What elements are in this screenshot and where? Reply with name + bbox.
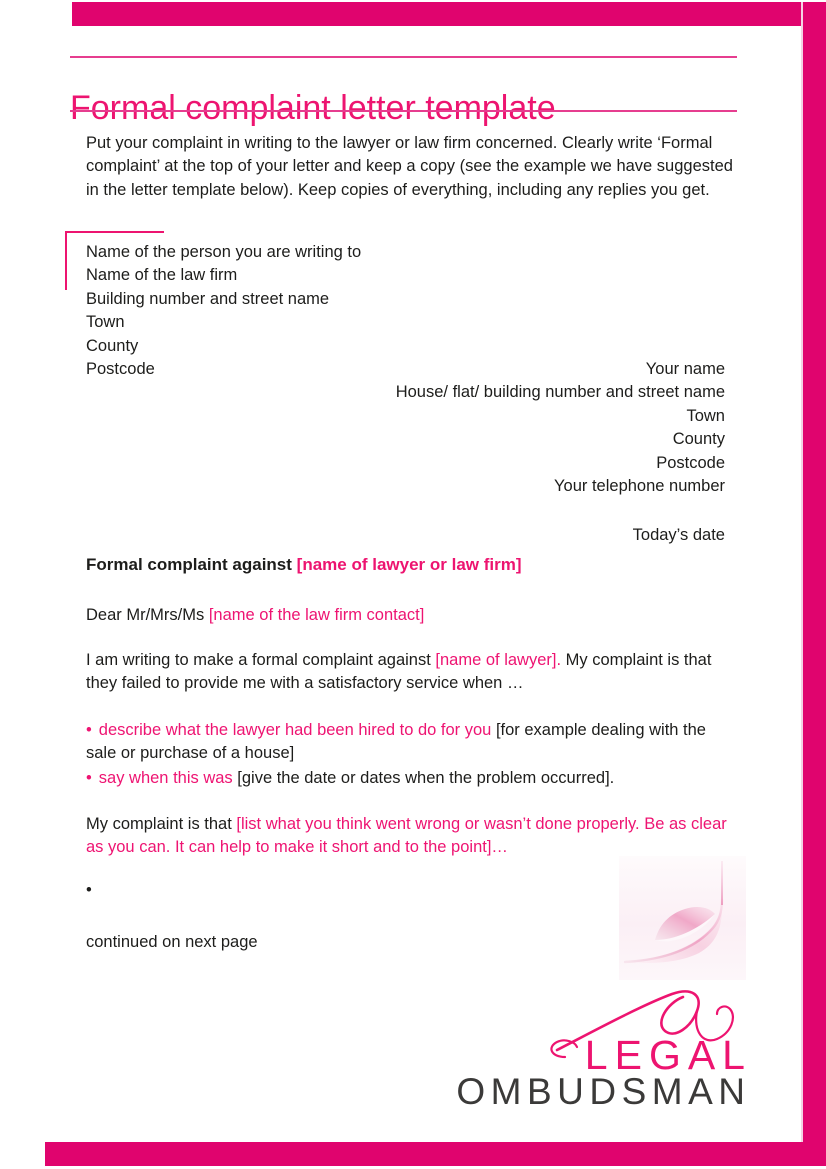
page-title: Formal complaint letter template	[70, 88, 556, 127]
paragraph-line: they failed to provide me with a satisfactory service when …	[86, 674, 524, 693]
legal-ombudsman-logo	[430, 985, 750, 1120]
address-line: Name of the person you are writing to	[86, 243, 362, 261]
continued-note: continued on next page	[86, 933, 258, 951]
right-pink-border	[801, 2, 826, 1166]
bullet-item-describe	[86, 719, 746, 766]
address-line: Town	[86, 313, 125, 332]
address-line: Name of the law firm	[86, 266, 238, 285]
todays-date: Today’s date	[632, 526, 725, 544]
address-line: Postcode	[656, 453, 725, 472]
text-segment: I am writing to make a formal complaint against	[86, 651, 436, 669]
recipient-address-block	[86, 241, 361, 381]
empty-bullet: •	[86, 881, 92, 899]
placeholder-segment: describe what the lawyer had been hired to do for you	[98, 721, 492, 739]
address-line: County	[86, 336, 139, 355]
intro-line: complaint’ at the top of your letter and keep a copy (see the example we have suggested	[86, 157, 733, 176]
address-line: Your telephone number	[554, 477, 725, 496]
placeholder-segment: [list what you think went wrong or wasn’t done properly. Be as clear	[236, 815, 727, 833]
address-line: County	[672, 430, 725, 449]
text-segment: [give the date or dates when the problem occurred].	[232, 769, 615, 787]
bullet-marker: •	[86, 721, 92, 739]
complaint-detail-paragraph	[86, 813, 746, 860]
text-segment: My complaint is that	[561, 651, 712, 669]
paragraph-line	[86, 719, 746, 742]
top-pink-bar	[72, 2, 826, 26]
bullet-item-when	[86, 767, 746, 790]
title-rule-top	[70, 56, 737, 58]
opening-paragraph	[86, 649, 746, 696]
page-curl-image	[619, 856, 746, 980]
paragraph-line: as you can. It can help to make it short and to the point]…	[86, 838, 508, 857]
salutation-prefix: Dear Mr/Mrs/Ms	[86, 606, 209, 624]
address-line: Postcode	[86, 360, 155, 379]
text-segment: [for example dealing with the	[491, 721, 706, 739]
address-line: House/ flat/ building number and street name	[395, 383, 725, 402]
salutation-placeholder: [name of the law firm contact]	[208, 606, 425, 624]
paragraph-line: sale or purchase of a house]	[86, 744, 295, 763]
intro-line: Put your complaint in writing to the lawyer or law firm concerned. Clearly write ‘Formal	[86, 134, 713, 152]
logo-ombudsman-text: OMBUDSMAN	[456, 1071, 751, 1112]
title-rule-bottom	[70, 110, 737, 112]
address-line: Building number and street name	[86, 289, 330, 308]
address-line: Your name	[645, 360, 725, 378]
placeholder-segment: say when this was	[98, 769, 233, 787]
intro-line: in the letter template below). Keep copies of everything, including any replies you get.	[86, 180, 710, 199]
subject-placeholder: [name of lawyer or law firm]	[296, 555, 522, 574]
sender-address-block	[396, 358, 725, 498]
address-line: Town	[686, 406, 725, 425]
bullet-marker: •	[86, 769, 92, 787]
text-segment: My complaint is that	[86, 815, 237, 833]
intro-paragraph	[86, 132, 746, 202]
paragraph-line	[86, 649, 746, 672]
bottom-pink-bar	[45, 1142, 826, 1166]
placeholder-segment: [name of lawyer].	[435, 651, 562, 669]
salutation-line	[86, 604, 424, 627]
page-curl-graphic	[619, 856, 746, 980]
paragraph-line	[86, 813, 746, 836]
subject-prefix: Formal complaint against	[86, 555, 297, 574]
subject-line	[86, 555, 522, 575]
logo-legal-text: LEGAL	[584, 1032, 752, 1078]
